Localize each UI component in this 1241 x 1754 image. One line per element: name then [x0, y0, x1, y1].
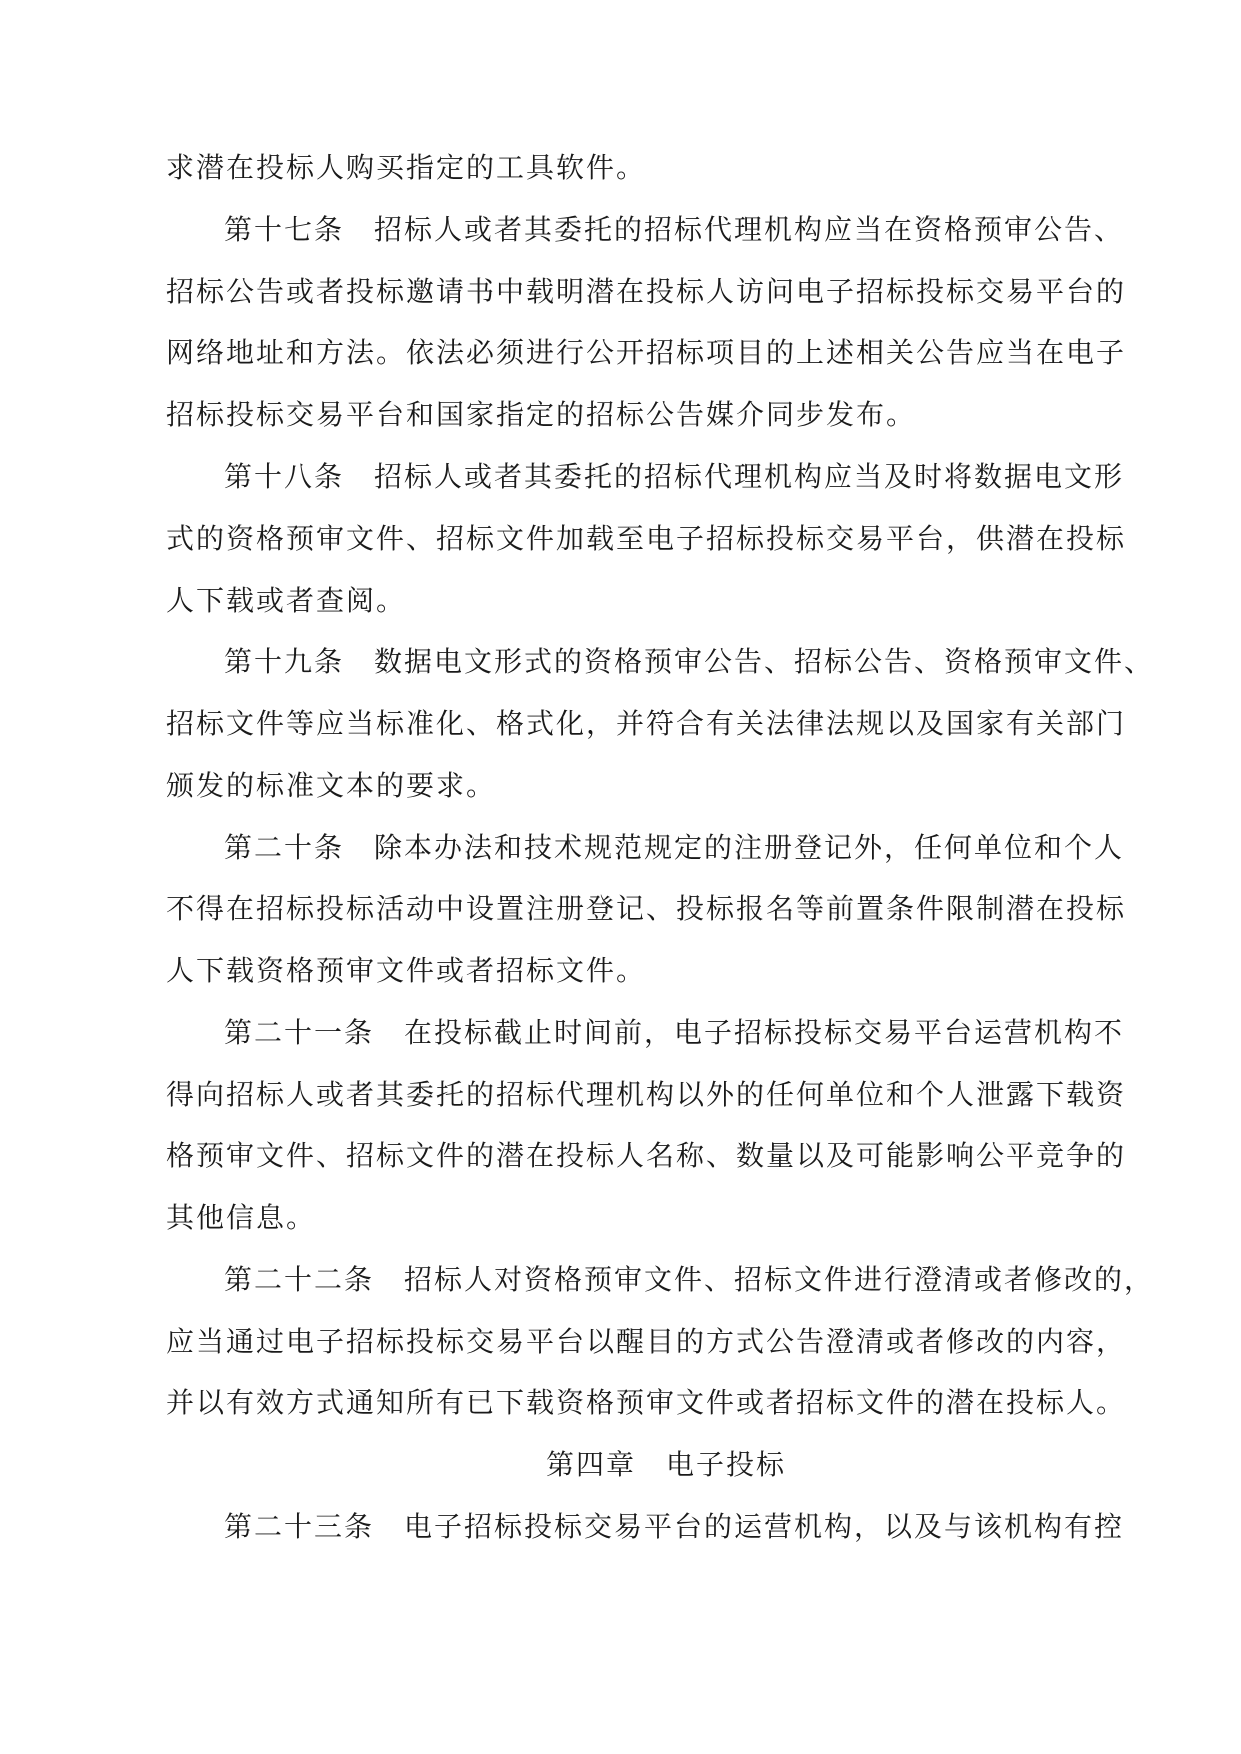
text-line: 式的资格预审文件、招标文件加载至电子招标投标交易平台，供潜在投标 — [166, 522, 1127, 555]
text-line: 招标投标交易平台和国家指定的招标公告媒介同步发布。 — [166, 398, 917, 431]
article-22-line: 第二十二条 招标人对资格预审文件、招标文件进行澄清或者修改的， — [224, 1263, 1155, 1296]
text-line: 人下载资格预审文件或者招标文件。 — [166, 954, 647, 987]
text-line: 人下载或者查阅。 — [166, 584, 407, 617]
text-line: 颁发的标准文本的要求。 — [166, 769, 497, 802]
article-20-line: 第二十条 除本办法和技术规范规定的注册登记外，任何单位和个人 — [224, 831, 1125, 864]
article-19-line: 第十九条 数据电文形式的资格预审公告、招标公告、资格预审文件、 — [224, 645, 1155, 678]
text-line: 招标文件等应当标准化、格式化，并符合有关法律法规以及国家有关部门 — [166, 707, 1127, 740]
text-line: 其他信息。 — [166, 1201, 317, 1234]
text-line: 求潜在投标人购买指定的工具软件。 — [166, 151, 647, 184]
text-line: 得向招标人或者其委托的招标代理机构以外的任何单位和个人泄露下载资 — [166, 1078, 1127, 1111]
article-18-line: 第十八条 招标人或者其委托的招标代理机构应当及时将数据电文形 — [224, 460, 1125, 493]
text-line: 不得在招标投标活动中设置注册登记、投标报名等前置条件限制潜在投标 — [166, 892, 1127, 925]
text-line: 应当通过电子招标投标交易平台以醒目的方式公告澄清或者修改的内容， — [166, 1325, 1127, 1358]
article-21-line: 第二十一条 在投标截止时间前，电子招标投标交易平台运营机构不 — [224, 1016, 1125, 1049]
text-line: 招标公告或者投标邀请书中载明潜在投标人访问电子招标投标交易平台的 — [166, 275, 1127, 308]
text-line: 并以有效方式通知所有已下载资格预审文件或者招标文件的潜在投标人。 — [166, 1386, 1127, 1419]
text-line: 格预审文件、招标文件的潜在投标人名称、数量以及可能影响公平竞争的 — [166, 1139, 1127, 1172]
article-17-line: 第十七条 招标人或者其委托的招标代理机构应当在资格预审公告、 — [224, 213, 1125, 246]
text-line: 网络地址和方法。依法必须进行公开招标项目的上述相关公告应当在电子 — [166, 336, 1127, 369]
chapter-heading: 第四章 电子投标 — [546, 1448, 787, 1481]
article-23-line: 第二十三条 电子招标投标交易平台的运营机构，以及与该机构有控 — [224, 1510, 1125, 1543]
